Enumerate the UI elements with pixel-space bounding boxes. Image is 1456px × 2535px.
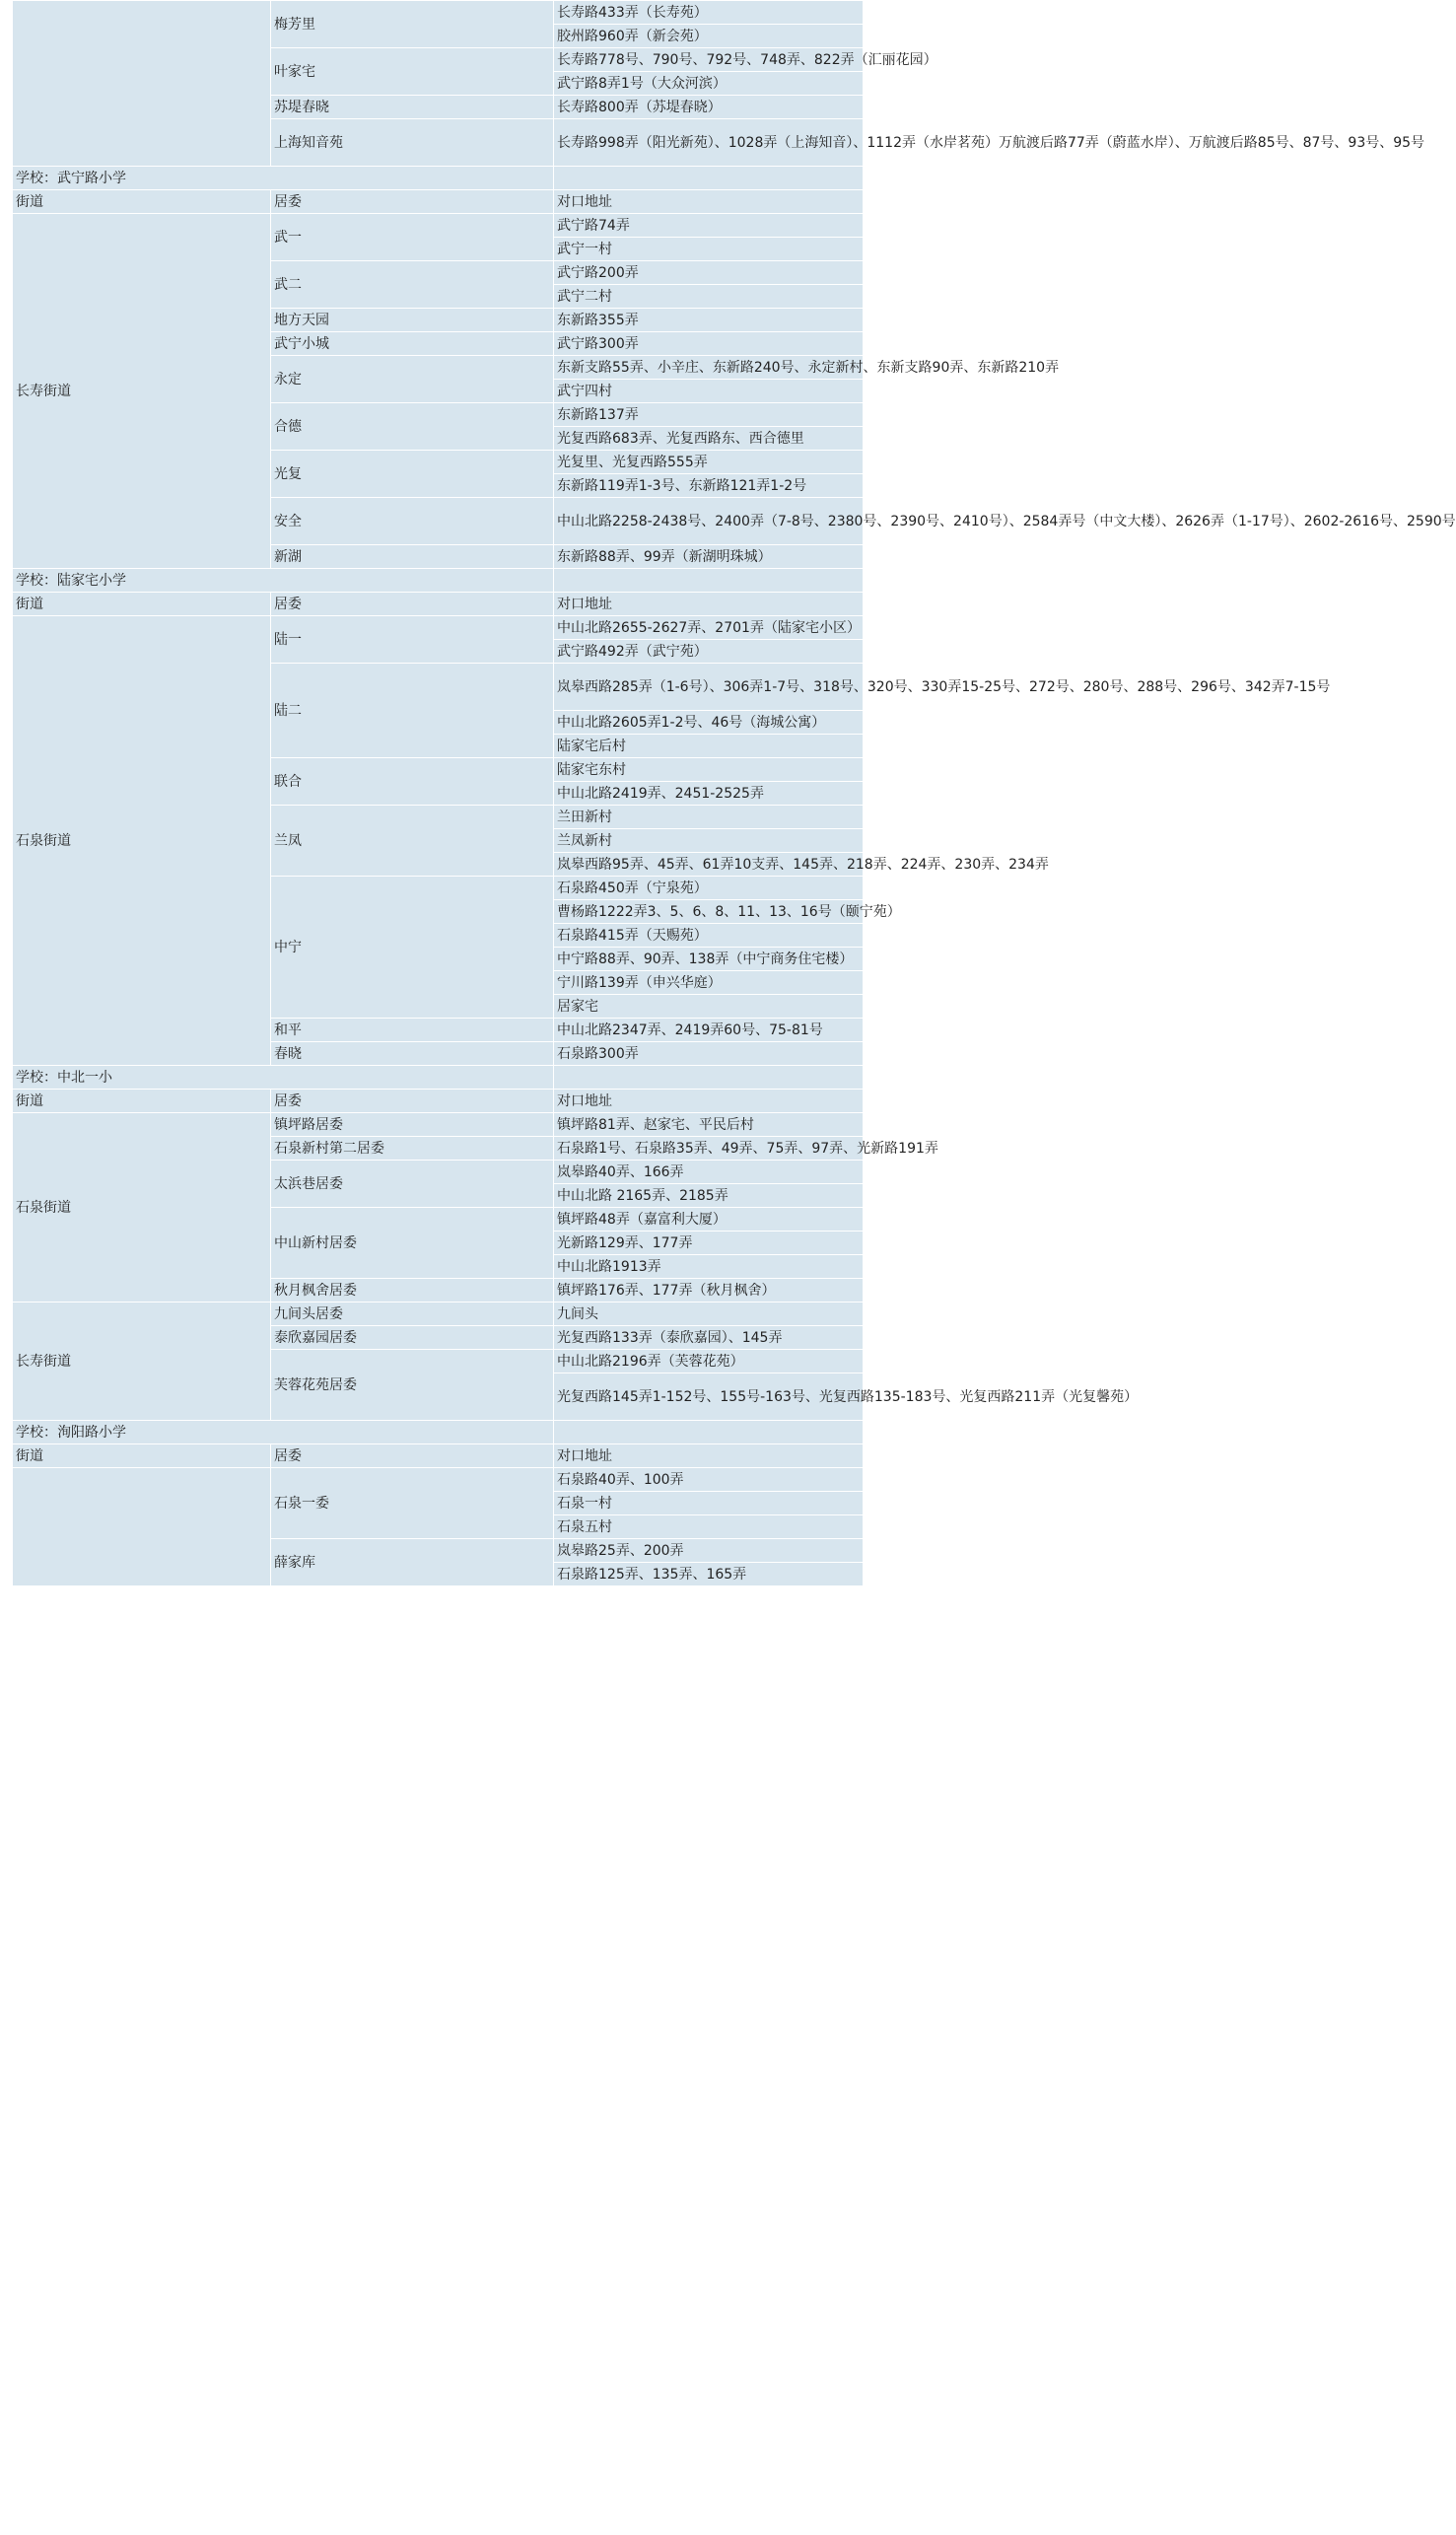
address-cell: 武宁四村 — [554, 380, 864, 403]
school-label: 学校：中北一小 — [13, 1066, 554, 1090]
address-cell: 镇坪路81弄、赵家宅、平民后村 — [554, 1113, 864, 1137]
community-cell: 联合 — [271, 758, 554, 806]
address-cell: 长寿路433弄（长寿苑） — [554, 1, 864, 25]
community-cell: 石泉新村第二居委 — [271, 1137, 554, 1161]
address-cell: 东新路355弄 — [554, 309, 864, 332]
address-cell: 镇坪路176弄、177弄（秋月枫舍） — [554, 1279, 864, 1303]
address-cell: 武宁二村 — [554, 285, 864, 309]
address-cell: 中山北路2347弄、2419弄60号、75-81号 — [554, 1019, 864, 1042]
address-cell: 石泉路415弄（天赐苑） — [554, 924, 864, 948]
address-cell: 长寿路778号、790号、792号、748弄、822弄（汇丽花园） — [554, 48, 864, 72]
community-cell: 太浜巷居委 — [271, 1161, 554, 1208]
school-row-empty — [554, 1421, 864, 1444]
school-district-table — [12, 0, 1456, 1586]
address-cell: 东新路137弄 — [554, 403, 864, 427]
address-cell: 居家宅 — [554, 995, 864, 1019]
address-cell: 东新路88弄、99弄（新湖明珠城） — [554, 545, 864, 569]
address-cell: 武宁一村 — [554, 238, 864, 261]
header-street: 街道 — [13, 190, 271, 214]
address-cell: 武宁路8弄1号（大众河滨） — [554, 72, 864, 96]
community-cell: 苏堤春晓 — [271, 96, 554, 119]
address-cell: 中山北路2196弄（芙蓉花苑） — [554, 1350, 864, 1373]
table-row — [13, 616, 864, 640]
header-community: 居委 — [271, 593, 554, 616]
header-street: 街道 — [13, 1444, 271, 1468]
address-cell: 东新路119弄1-3号、东新路121弄1-2号 — [554, 474, 864, 498]
address-cell: 石泉路300弄 — [554, 1042, 864, 1066]
street-cell: 石泉街道 — [13, 1113, 271, 1303]
community-cell: 新湖 — [271, 545, 554, 569]
header-address: 对口地址 — [554, 190, 864, 214]
address-cell: 中山北路2419弄、2451-2525弄 — [554, 782, 864, 806]
header-street: 街道 — [13, 593, 271, 616]
address-cell: 岚皋路40弄、166弄 — [554, 1161, 864, 1184]
community-cell: 武二 — [271, 261, 554, 309]
school-row — [13, 167, 864, 190]
address-cell: 长寿路800弄（苏堤春晓） — [554, 96, 864, 119]
address-cell: 石泉五村 — [554, 1515, 864, 1539]
community-cell: 地方天园 — [271, 309, 554, 332]
address-cell: 镇坪路48弄（嘉富利大厦） — [554, 1208, 864, 1232]
address-cell: 光复西路683弄、光复西路东、西合德里 — [554, 427, 864, 451]
header-row — [13, 1090, 864, 1113]
community-cell: 上海知音苑 — [271, 119, 554, 167]
school-label: 学校：武宁路小学 — [13, 167, 554, 190]
address-cell: 岚皋西路285弄（1-6号）、306弄1-7号、318号、320号、330弄15-25号、272号、280号、288号、296号、342弄7-15号 — [554, 664, 864, 711]
school-label: 学校：洵阳路小学 — [13, 1421, 554, 1444]
address-cell: 武宁路492弄（武宁苑） — [554, 640, 864, 664]
address-cell: 兰田新村 — [554, 806, 864, 829]
address-cell: 中山北路1913弄 — [554, 1255, 864, 1279]
table-row — [13, 214, 864, 238]
address-cell: 陆家宅后村 — [554, 735, 864, 758]
header-community: 居委 — [271, 190, 554, 214]
address-cell: 东新支路55弄、小辛庄、东新路240号、永定新村、东新支路90弄、东新路210弄 — [554, 356, 864, 380]
address-cell: 武宁路74弄 — [554, 214, 864, 238]
table-row — [13, 1113, 864, 1137]
address-cell: 宁川路139弄（申兴华庭） — [554, 971, 864, 995]
school-row-empty — [554, 1066, 864, 1090]
community-cell: 武宁小城 — [271, 332, 554, 356]
community-cell: 芙蓉花苑居委 — [271, 1350, 554, 1421]
address-cell: 石泉路125弄、135弄、165弄 — [554, 1563, 864, 1586]
address-cell: 石泉路1号、石泉路35弄、49弄、75弄、97弄、光新路191弄 — [554, 1137, 864, 1161]
community-cell: 光复 — [271, 451, 554, 498]
community-cell: 武一 — [271, 214, 554, 261]
header-row — [13, 593, 864, 616]
header-address: 对口地址 — [554, 1444, 864, 1468]
address-cell: 光复西路133弄（泰欣嘉园）、145弄 — [554, 1326, 864, 1350]
address-cell: 中宁路88弄、90弄、138弄（中宁商务住宅楼） — [554, 948, 864, 971]
header-community: 居委 — [271, 1090, 554, 1113]
community-cell: 泰欣嘉园居委 — [271, 1326, 554, 1350]
address-cell: 石泉路40弄、100弄 — [554, 1468, 864, 1492]
community-cell: 春晓 — [271, 1042, 554, 1066]
school-row — [13, 1066, 864, 1090]
address-cell: 陆家宅东村 — [554, 758, 864, 782]
school-row-empty — [554, 167, 864, 190]
school-row — [13, 1421, 864, 1444]
address-cell: 光复西路145弄1-152号、155号-163号、光复西路135-183号、光复西路211弄（光复馨苑） — [554, 1373, 864, 1421]
street-cell: 石泉街道 — [13, 616, 271, 1066]
address-cell: 光复里、光复西路555弄 — [554, 451, 864, 474]
address-cell: 光新路129弄、177弄 — [554, 1232, 864, 1255]
address-cell: 石泉一村 — [554, 1492, 864, 1515]
community-cell: 安全 — [271, 498, 554, 545]
table-row — [13, 1303, 864, 1326]
community-cell: 镇坪路居委 — [271, 1113, 554, 1137]
community-cell: 兰凤 — [271, 806, 554, 877]
header-row — [13, 190, 864, 214]
community-cell: 陆二 — [271, 664, 554, 758]
street-cell — [13, 1468, 271, 1586]
community-cell: 和平 — [271, 1019, 554, 1042]
school-label: 学校：陆家宅小学 — [13, 569, 554, 593]
community-cell: 中宁 — [271, 877, 554, 1019]
address-cell: 中山北路2655-2627弄、2701弄（陆家宅小区） — [554, 616, 864, 640]
header-address: 对口地址 — [554, 593, 864, 616]
street-cell — [13, 1, 271, 167]
address-cell: 中山北路 2165弄、2185弄 — [554, 1184, 864, 1208]
address-cell: 曹杨路1222弄3、5、6、8、11、13、16号（颐宁苑） — [554, 900, 864, 924]
community-cell: 薛家库 — [271, 1539, 554, 1586]
address-cell: 中山北路2258-2438号、2400弄（7-8号、2380号、2390号、2410号）、2584弄号（中文大楼）、2626弄（1-17号）、2602-2616号、2590号 — [554, 498, 864, 545]
community-cell: 叶家宅 — [271, 48, 554, 96]
address-cell: 岚皋西路95弄、45弄、61弄10支弄、145弄、218弄、224弄、230弄、234弄 — [554, 853, 864, 877]
table-row — [13, 1, 864, 25]
address-cell: 中山北路2605弄1-2号、46号（海城公寓） — [554, 711, 864, 735]
community-cell: 梅芳里 — [271, 1, 554, 48]
address-cell: 长寿路998弄（阳光新苑）、1028弄（上海知音）、1112弄（水岸茗苑）万航渡后路77弄（蔚蓝水岸）、万航渡后路85号、87号、93号、95号 — [554, 119, 864, 167]
community-cell: 永定 — [271, 356, 554, 403]
community-cell: 秋月枫舍居委 — [271, 1279, 554, 1303]
address-cell: 胶州路960弄（新会苑） — [554, 25, 864, 48]
address-cell: 九间头 — [554, 1303, 864, 1326]
table-row — [13, 1468, 864, 1492]
community-cell: 中山新村居委 — [271, 1208, 554, 1279]
community-cell: 石泉一委 — [271, 1468, 554, 1539]
header-street: 街道 — [13, 1090, 271, 1113]
address-cell: 石泉路450弄（宁泉苑） — [554, 877, 864, 900]
street-cell: 长寿街道 — [13, 1303, 271, 1421]
street-cell: 长寿街道 — [13, 214, 271, 569]
address-cell: 岚皋路25弄、200弄 — [554, 1539, 864, 1563]
community-cell: 九间头居委 — [271, 1303, 554, 1326]
header-row — [13, 1444, 864, 1468]
address-cell: 武宁路300弄 — [554, 332, 864, 356]
community-cell: 陆一 — [271, 616, 554, 664]
school-row — [13, 569, 864, 593]
header-address: 对口地址 — [554, 1090, 864, 1113]
address-cell: 武宁路200弄 — [554, 261, 864, 285]
school-row-empty — [554, 569, 864, 593]
address-cell: 兰凤新村 — [554, 829, 864, 853]
community-cell: 合德 — [271, 403, 554, 451]
left-margin — [0, 0, 12, 2535]
header-community: 居委 — [271, 1444, 554, 1468]
